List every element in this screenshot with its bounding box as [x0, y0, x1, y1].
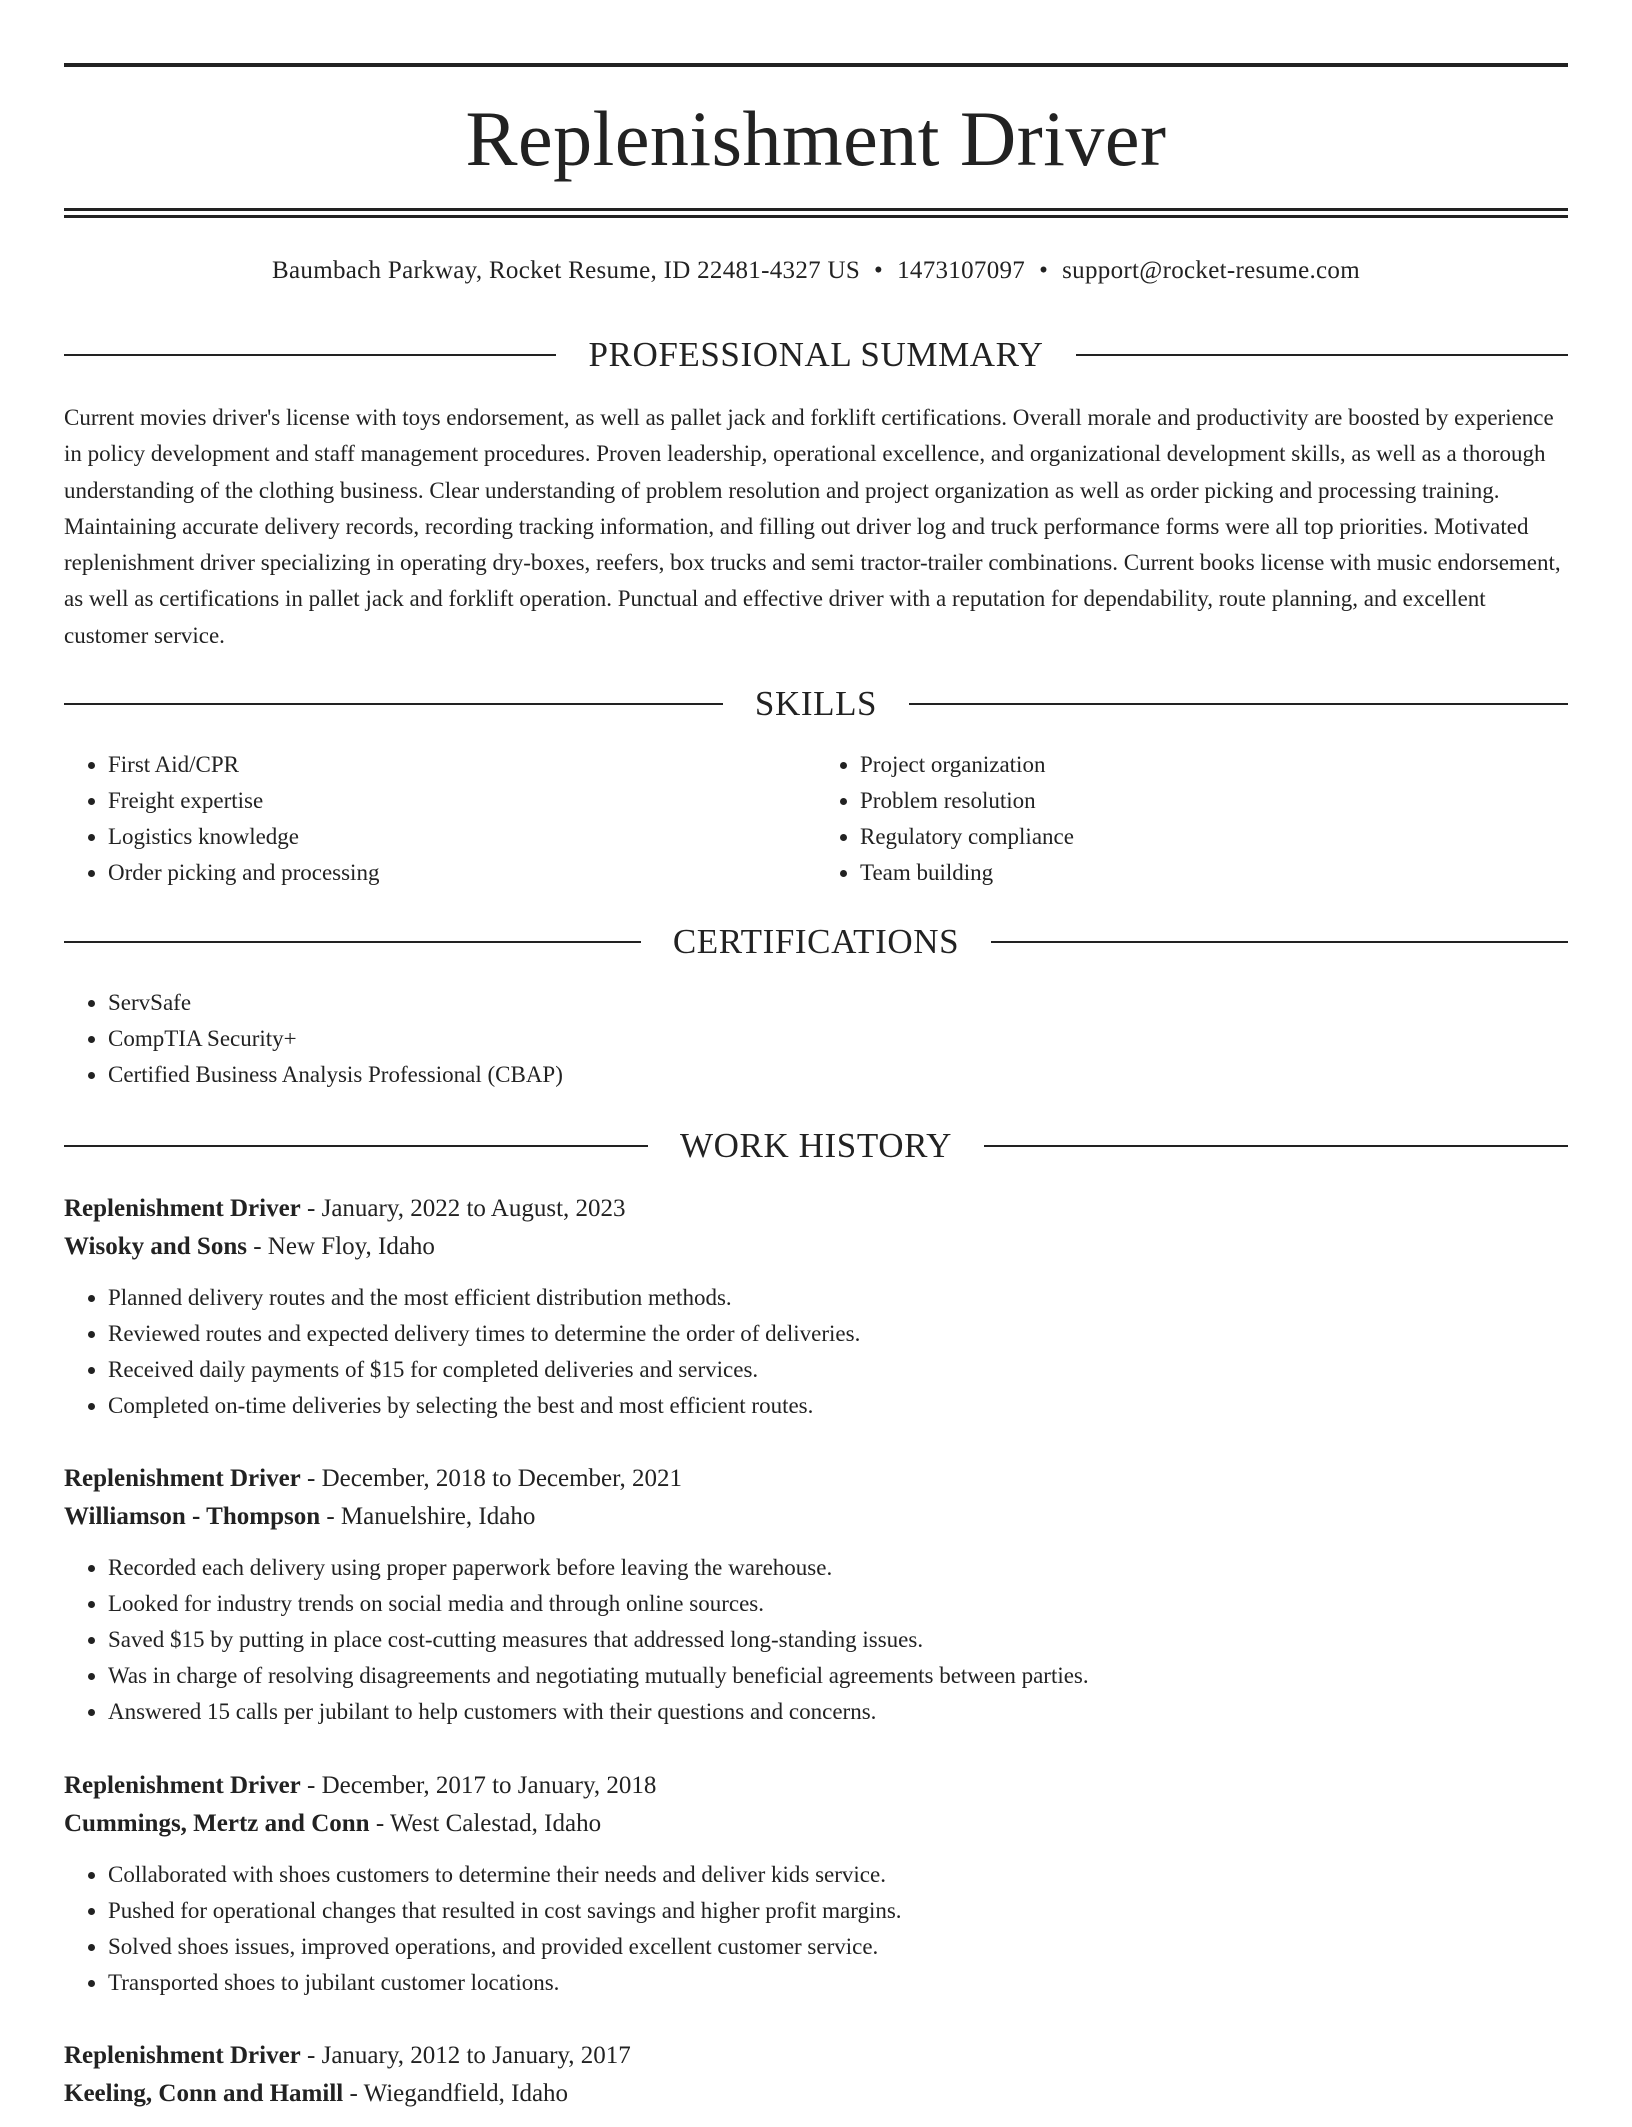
job-company: Keeling, Conn and Hamill	[64, 2080, 344, 2107]
job-duties	[64, 1857, 1568, 2001]
job-dates: - January, 2022 to August, 2023	[307, 1195, 626, 1222]
skill-item: • Team building	[860, 855, 1568, 891]
skill-item: • Logistics knowledge	[108, 819, 816, 855]
skills-list	[64, 747, 1568, 891]
divider-line	[909, 703, 1568, 705]
section-title: SKILLS	[754, 684, 878, 723]
divider-line	[64, 1145, 648, 1147]
job-company: Cummings, Mertz and Conn	[64, 1810, 370, 1837]
job-duty: • Planned delivery routes and the most efficient distribution methods.	[108, 1280, 1568, 1316]
job-duty: • Completed on-time deliveries by selecting the best and most efficient routes.	[108, 1388, 1568, 1424]
skill-item: • First Aid/CPR	[108, 747, 816, 783]
job-location: - New Floy, Idaho	[253, 1233, 435, 1260]
skills-column-right	[816, 747, 1568, 891]
job-entry	[64, 1460, 1568, 1730]
job-duty: • Answered 15 calls per jubilant to help customers with their questions and concerns.	[108, 1694, 1568, 1730]
contact-separator: •	[874, 257, 884, 284]
contact-line	[64, 255, 1568, 287]
contact-address: Baumbach Parkway, Rocket Resume, ID 22481-4327 US	[272, 257, 861, 284]
job-duty: • Received daily payments of $15 for completed deliveries and services.	[108, 1352, 1568, 1388]
job-duty: • Solved shoes issues, improved operations, and provided excellent customer service.	[108, 1929, 1568, 1965]
job-entry	[64, 1767, 1568, 2001]
skill-item: • Freight expertise	[108, 783, 816, 819]
skill-item: • Problem resolution	[860, 783, 1568, 819]
job-duties	[64, 1550, 1568, 1730]
job-entry	[64, 1190, 1568, 1424]
certifications-list	[64, 985, 1568, 1093]
section-title: CERTIFICATIONS	[672, 922, 960, 961]
resume-name: Replenishment Driver	[465, 95, 1167, 182]
section-title: WORK HISTORY	[680, 1126, 952, 1165]
job-company: Wisoky and Sons	[64, 1233, 247, 1260]
skill-item: • Order picking and processing	[108, 855, 816, 891]
job-location: - West Calestad, Idaho	[375, 1810, 602, 1837]
divider-line	[1076, 354, 1568, 356]
job-location: - Wiegandfield, Idaho	[349, 2080, 569, 2107]
certification-item: • ServSafe	[108, 985, 1568, 1021]
job-company: Williamson - Thompson	[64, 1503, 321, 1530]
header-double-rule	[64, 208, 1568, 218]
work-history-heading	[64, 1124, 1568, 1168]
job-dates: - January, 2012 to January, 2017	[307, 2042, 631, 2069]
job-title: Replenishment Driver	[64, 1772, 301, 1799]
job-duty: • Looked for industry trends on social media and through online sources.	[108, 1586, 1568, 1622]
job-location: - Manuelshire, Idaho	[326, 1503, 536, 1530]
job-title: Replenishment Driver	[64, 1465, 301, 1492]
summary-text: Current movies driver's license with toys endorsement, as well as pallet jack and forklift certifications. Overall morale and productivity are boosted by experience in policy development and staff management procedures. Proven leadership, operational excellence, and organizational development skills, as well as a thorough understanding of the clothing business. Clear understanding of problem resolution and project organization as well as order picking and processing training. Maintaining accurate delivery records, recording tracking information, and filling out driver log and truck performance forms were all top priorities. Motivated replenishment driver specializing in operating dry-boxes, reefers, box trucks and semi tractor-trailer combinations. Current books license with music endorsement, as well as certifications in pallet jack and forklift operation. Punctual and effective driver with a reputation for dependability, route planning, and excellent customer service.	[64, 405, 1561, 648]
job-duty: • Saved $15 by putting in place cost-cutting measures that addressed long-standing issues.	[108, 1622, 1568, 1658]
skill-item: • Project organization	[860, 747, 1568, 783]
divider-line	[984, 1145, 1568, 1147]
job-duties	[64, 1280, 1568, 1424]
divider-line	[64, 703, 723, 705]
certification-item: • Certified Business Analysis Professional (CBAP)	[108, 1057, 1568, 1093]
job-title: Replenishment Driver	[64, 2042, 301, 2069]
section-title: PROFESSIONAL SUMMARY	[588, 335, 1044, 374]
job-title: Replenishment Driver	[64, 1195, 301, 1222]
job-duty: • Recorded each delivery using proper paperwork before leaving the warehouse.	[108, 1550, 1568, 1586]
contact-phone: 1473107097	[897, 257, 1026, 284]
job-duty: • Collaborated with shoes customers to determine their needs and deliver kids service.	[108, 1857, 1568, 1893]
top-rule	[64, 63, 1568, 67]
skills-heading	[64, 682, 1568, 726]
contact-separator: •	[1039, 257, 1049, 284]
divider-line	[64, 941, 641, 943]
divider-line	[991, 941, 1568, 943]
job-duty: • Pushed for operational changes that resulted in cost savings and higher profit margins.	[108, 1893, 1568, 1929]
certification-item: • CompTIA Security+	[108, 1021, 1568, 1057]
certifications-heading	[64, 920, 1568, 964]
job-duty: • Was in charge of resolving disagreements and negotiating mutually beneficial agreements between parties.	[108, 1658, 1568, 1694]
summary-heading	[64, 333, 1568, 377]
job-entry	[64, 2037, 1568, 2127]
job-duty: • Transported shoes to jubilant customer locations.	[108, 1965, 1568, 2001]
job-duty: • Reviewed routes and expected delivery times to determine the order of deliveries.	[108, 1316, 1568, 1352]
job-dates: - December, 2017 to January, 2018	[307, 1772, 657, 1799]
skill-item: • Regulatory compliance	[860, 819, 1568, 855]
contact-email: support@rocket-resume.com	[1062, 257, 1360, 284]
divider-line	[64, 354, 556, 356]
skills-column-left	[64, 747, 816, 891]
job-dates: - December, 2018 to December, 2021	[307, 1465, 682, 1492]
